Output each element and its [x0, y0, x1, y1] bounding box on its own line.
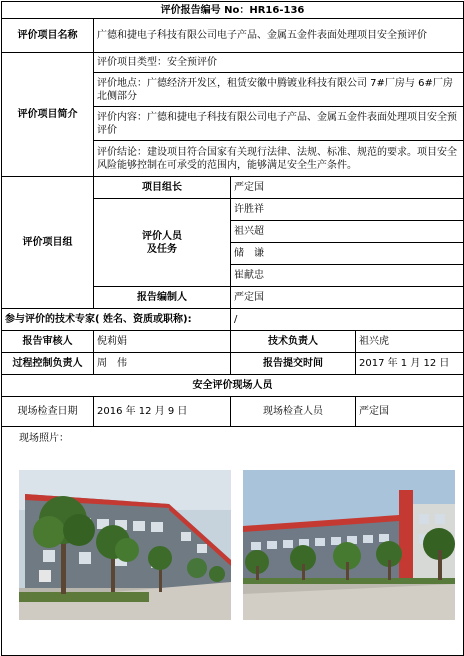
report-compiler-value: 严定国: [231, 287, 464, 309]
report-compiler-label: 报告编制人: [94, 287, 231, 309]
site-date-label: 现场检查日期: [2, 397, 94, 427]
report-number-header: [2, 2, 464, 19]
site-personnel-title: 安全评价现场人员: [2, 375, 464, 397]
team-member: 许胜祥: [231, 199, 464, 221]
report-table: [1, 1, 464, 656]
site-photos: [5, 446, 460, 654]
project-location: 评价地点：广德经济开发区，租赁安徽中腾镀业科技有限公司 7#厂房与 6#厂房北侧部分: [94, 73, 464, 107]
reviewer-value: 倪莉娟: [94, 331, 231, 353]
team-member: 储 谦: [231, 243, 464, 265]
experts-value: /: [231, 309, 464, 331]
site-date-value: 2016 年 12 月 9 日: [94, 397, 231, 427]
site-photo-1: [19, 470, 231, 620]
project-content: 评价内容：广德和捷电子科技有限公司电子产品、金属五金件表面处理项目安全预评价: [94, 107, 464, 141]
report-number-label: 评价报告编号 No：: [160, 4, 250, 16]
process-control-label: 过程控制负责人: [2, 353, 94, 375]
team-leader-label: 项目组长: [94, 177, 231, 199]
project-intro-label: 评价项目简介: [2, 53, 94, 177]
team-leader-value: 严定国: [231, 177, 464, 199]
site-photo-2: [243, 470, 455, 620]
site-photos-label: 现场照片：: [19, 433, 69, 444]
team-members-label-line1: 评价人员: [142, 230, 182, 242]
report-number-value: HR16-136: [249, 4, 305, 16]
project-type: 评价项目类型：安全预评价: [94, 53, 464, 73]
experts-label: 参与评价的技术专家( 姓名、资质或职称):: [2, 309, 231, 331]
project-name-value: 广德和捷电子科技有限公司电子产品、金属五金件表面处理项目安全预评价: [94, 19, 464, 53]
site-inspector-value: 严定国: [356, 397, 464, 427]
tech-lead-label: 技术负责人: [231, 331, 356, 353]
submit-time-label: 报告提交时间: [231, 353, 356, 375]
team-member: 崔献忠: [231, 265, 464, 287]
process-control-value: 周 伟: [94, 353, 231, 375]
team-members-label-line2: 及任务: [147, 243, 177, 255]
site-photos-cell: [2, 427, 464, 656]
team-members-label: [94, 199, 231, 287]
reviewer-label: 报告审核人: [2, 331, 94, 353]
project-name-label: 评价项目名称: [2, 19, 94, 53]
tech-lead-value: 祖兴虎: [356, 331, 464, 353]
site-inspector-label: 现场检查人员: [231, 397, 356, 427]
team-label: 评价项目组: [2, 177, 94, 309]
team-member: 祖兴超: [231, 221, 464, 243]
submit-time-value: 2017 年 1 月 12 日: [356, 353, 464, 375]
project-conclusion: 评价结论：建设项目符合国家有关现行法律、法规、标准、规范的要求。项目安全风险能够控制在可承受的范围内，能够满足安全生产条件。: [94, 141, 464, 177]
evaluation-report-form: [1, 1, 463, 636]
